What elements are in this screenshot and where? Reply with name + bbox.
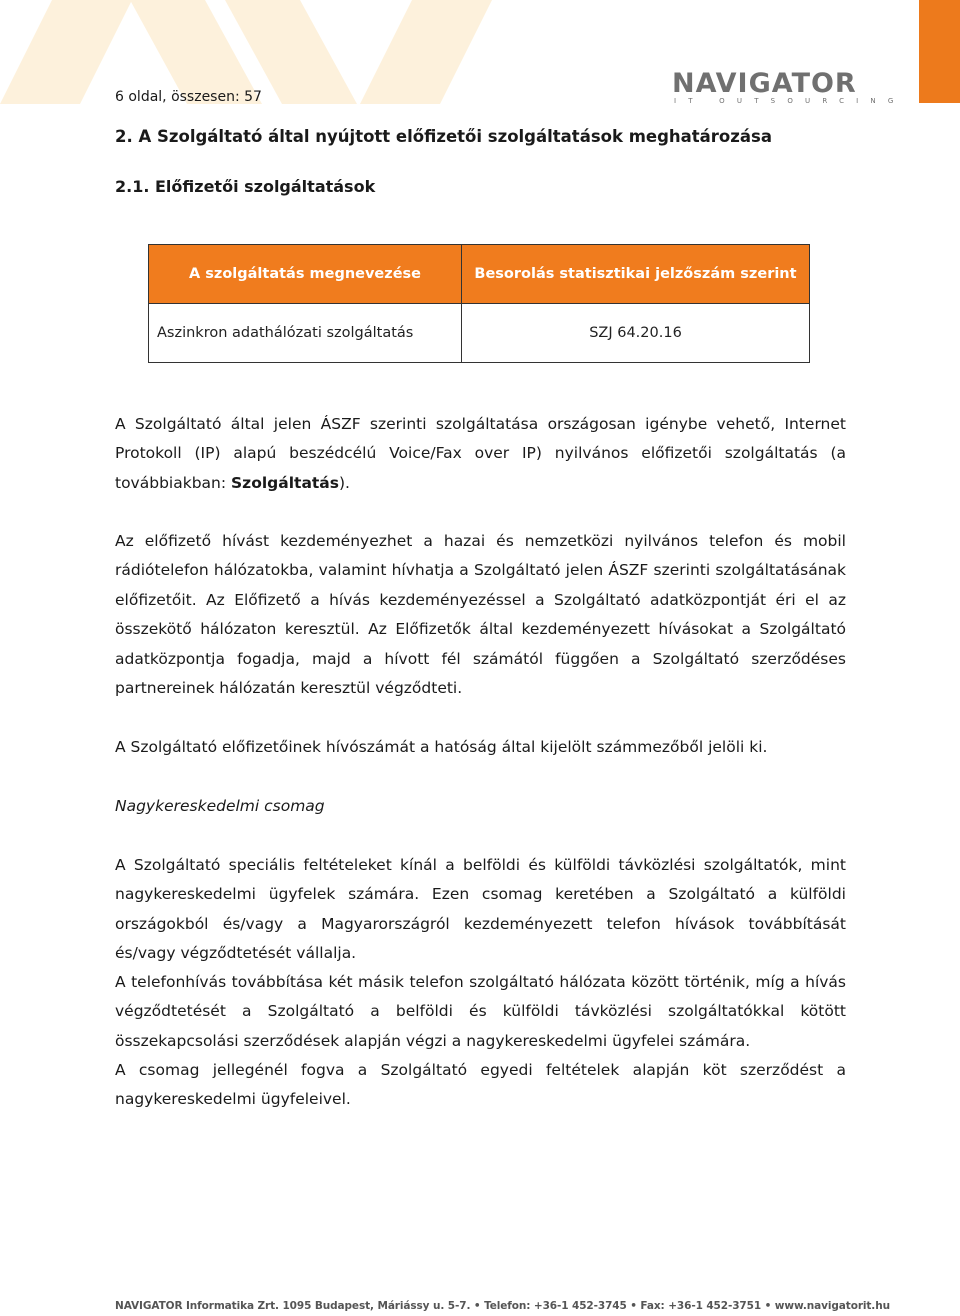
table-header-cell: Besorolás statisztikai jelzőszám szerint (462, 245, 810, 304)
navigator-logo (672, 68, 906, 105)
orange-accent-bar (919, 0, 960, 103)
logo-wordmark: NAVIGATOR (672, 68, 857, 99)
table-row (149, 304, 810, 363)
subsection-heading: 2.1. Előfizetői szolgáltatások (115, 177, 376, 196)
wholesale-package-title: Nagykereskedelmi csomag (115, 797, 325, 815)
service-table (148, 244, 810, 363)
table-header-cell: A szolgáltatás megnevezése (149, 245, 462, 304)
paragraph-calls: Az előfizető hívást kezdeményezhet a hazai és nemzetközi nyilvános telefon és mobil rádiótelefon hálózatokba, valamint hívhatja a Szolgáltató jelen ÁSZF szerinti szolgáltatásának előfizetőit. Az Előfizető a hívás kezdeményezéssel a Szolgáltató adatközpontját éri el az összekötő hálózaton keresztül. Az Előfizetők által kezdeményezett hívásokat a Szolgáltató adatközpontja fogadja, majd a hívott fél számától függően a Szolgáltató szerződéses partnereinek hálózatán keresztül végződteti. (115, 532, 846, 698)
paragraph-contract: A csomag jellegénél fogva a Szolgáltató egyedi feltételek alapján köt szerződést a nagykereskedelmi ügyfeleivel. (115, 1061, 846, 1109)
table-header-row (149, 245, 810, 304)
paragraph-text: A Szolgáltató által jelen ÁSZF szerinti szolgáltatása országosan igénybe vehető, Internet Protokoll (IP) alapú beszédcélú Voice/Fax over IP) nyilvános előfizetői szolgáltatás (a továbbiakban: (115, 415, 846, 492)
page-counter: 6 oldal, összesen: 57 (115, 89, 262, 105)
defined-term: Szolgáltatás (231, 473, 339, 492)
table-cell-service-name: Aszinkron adathálózati szolgáltatás (149, 304, 462, 363)
paragraph-wholesale: A Szolgáltató speciális feltételeket kínál a belföldi és külföldi távközlési szolgáltatók, mint nagykereskedelmi ügyfelek számára. Ezen csomag keretében a Szolgáltató a külföldi országokból és/vagy a Magyarországról kezdeményezett telefon hívások továbbítását és/vagy végződtetését vállalja. (115, 856, 846, 963)
decorative-stripes (0, 0, 560, 104)
page-footer: NAVIGATOR Informatika Zrt. 1095 Budapest, Máriássy u. 5-7. • Telefon: +36-1 452-3745 • Fax: +36-1 452-3751 • www.navigatorit.hu (115, 1300, 890, 1312)
paragraph-text: ). (339, 473, 350, 492)
table-cell-classification: SZJ 64.20.16 (462, 304, 810, 363)
paragraph-numbering: A Szolgáltató előfizetőinek hívószámát a hatóság által kijelölt számmezőből jelöli ki. (115, 738, 768, 756)
paragraph-intro (115, 410, 846, 498)
section-heading: 2. A Szolgáltató által nyújtott előfizetői szolgáltatások meghatározása (115, 127, 772, 146)
logo-tagline: IT OUTSOURCING (674, 97, 906, 105)
paragraph-transit: A telefonhívás továbbítása két másik telefon szolgáltató hálózata között történik, míg a hívás végződtetését a Szolgáltató a belföldi és külföldi távközlési szolgáltatókkal kötött összekapcsolási szerződések alapján végzi a nagykereskedelmi ügyfelei számára. (115, 973, 846, 1050)
